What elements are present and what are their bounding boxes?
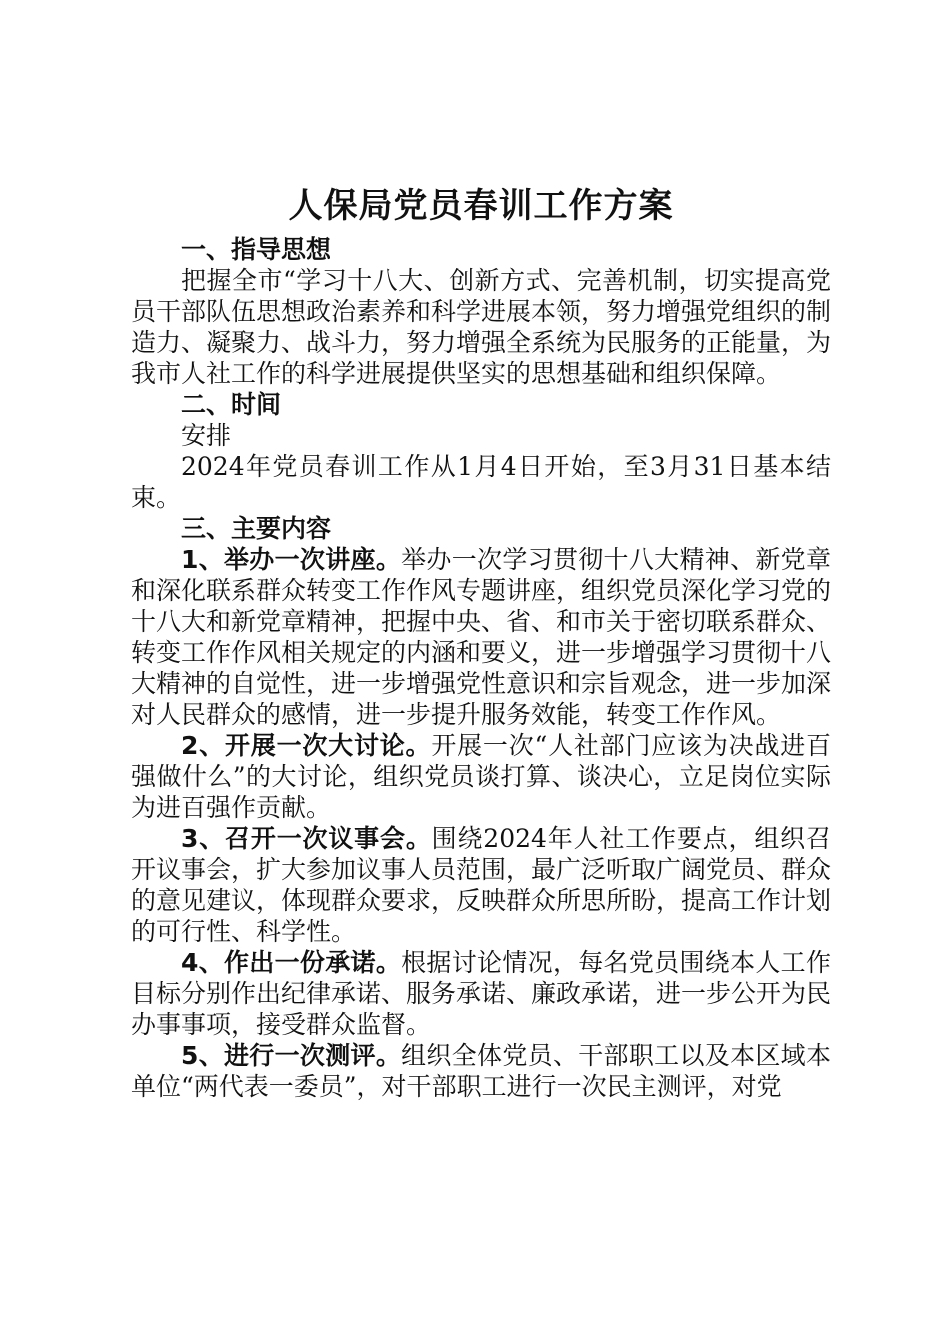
content-item-text: 开展一次“人社部门应该为决战进百强做什么”的大讨论，组织党员谈打算、谈决心，立足岗位实际为进百强作贡献。 <box>131 731 831 822</box>
content-item-commitment <box>131 947 831 1040</box>
section-paragraph-guiding-ideology: 把握全市“学习十八大、创新方式、完善机制，切实提高党员干部队伍思想政治素养和科学进展本领，努力增强党组织的制造力、凝聚力、战斗力，努力增强全系统为民服务的正能量，为我市人社工作的科学进展提供坚实的思想基础和组织保障。 <box>131 266 832 388</box>
content-item-lead: 4、作出一份承诺。 <box>181 948 402 977</box>
content-item-text: 围绕2024年人社工作要点，组织召开议事会，扩大参加议事人员范围，最广泛听取广阔党员、群众的意见建议，体现群众要求，反映群众所思所盼，提高工作计划的可行性、科学性。 <box>131 824 832 946</box>
content-item-lead: 1、举办一次讲座。 <box>181 545 402 574</box>
content-item-lecture <box>131 544 831 730</box>
content-item-meeting <box>131 823 831 947</box>
content-item-text: 组织全体党员、干部职工以及本区域本单位“两代表一委员”，对干部职工进行一次民主测评，对党 <box>131 1041 831 1101</box>
content-item-evaluation <box>131 1040 831 1102</box>
content-item-lead: 2、开展一次大讨论。 <box>181 731 432 760</box>
content-item-text: 根据讨论情况，每名党员围绕本人工作目标分别作出纪律承诺、服务承诺、廉政承诺，进一步公开为民办事事项，接受群众监督。 <box>131 948 832 1039</box>
content-item-lead: 3、召开一次议事会。 <box>181 824 432 853</box>
content-item-text: 举办一次学习贯彻十八大精神、新党章和深化联系群众转变工作作风专题讲座，组织党员深化学习党的十八大和新党章精神，把握中央、省、和市关于密切联系群众、转变工作作风相关规定的内涵和要义，进一步增强学习贯彻十八大精神的自觉性，进一步增强党性意识和宗旨观念，进一步加深对人民群众的感情，进一步提升服务效能，转变工作作风。 <box>131 545 832 729</box>
section-heading-guiding-ideology: 一、指导思想 <box>181 235 332 264</box>
content-item-discussion <box>131 730 831 823</box>
section-subheading-arrangement: 安排 <box>181 421 232 450</box>
document-body <box>131 183 831 1102</box>
document-title: 人保局党员春训工作方案 <box>288 186 674 226</box>
section-paragraph-time: 2024年党员春训工作从1月4日开始，至3月31日基本结束。 <box>131 452 831 512</box>
content-item-lead: 5、进行一次测评。 <box>181 1041 402 1070</box>
section-heading-time: 二、时间 <box>181 390 282 419</box>
section-heading-main-content: 三、主要内容 <box>181 514 332 543</box>
